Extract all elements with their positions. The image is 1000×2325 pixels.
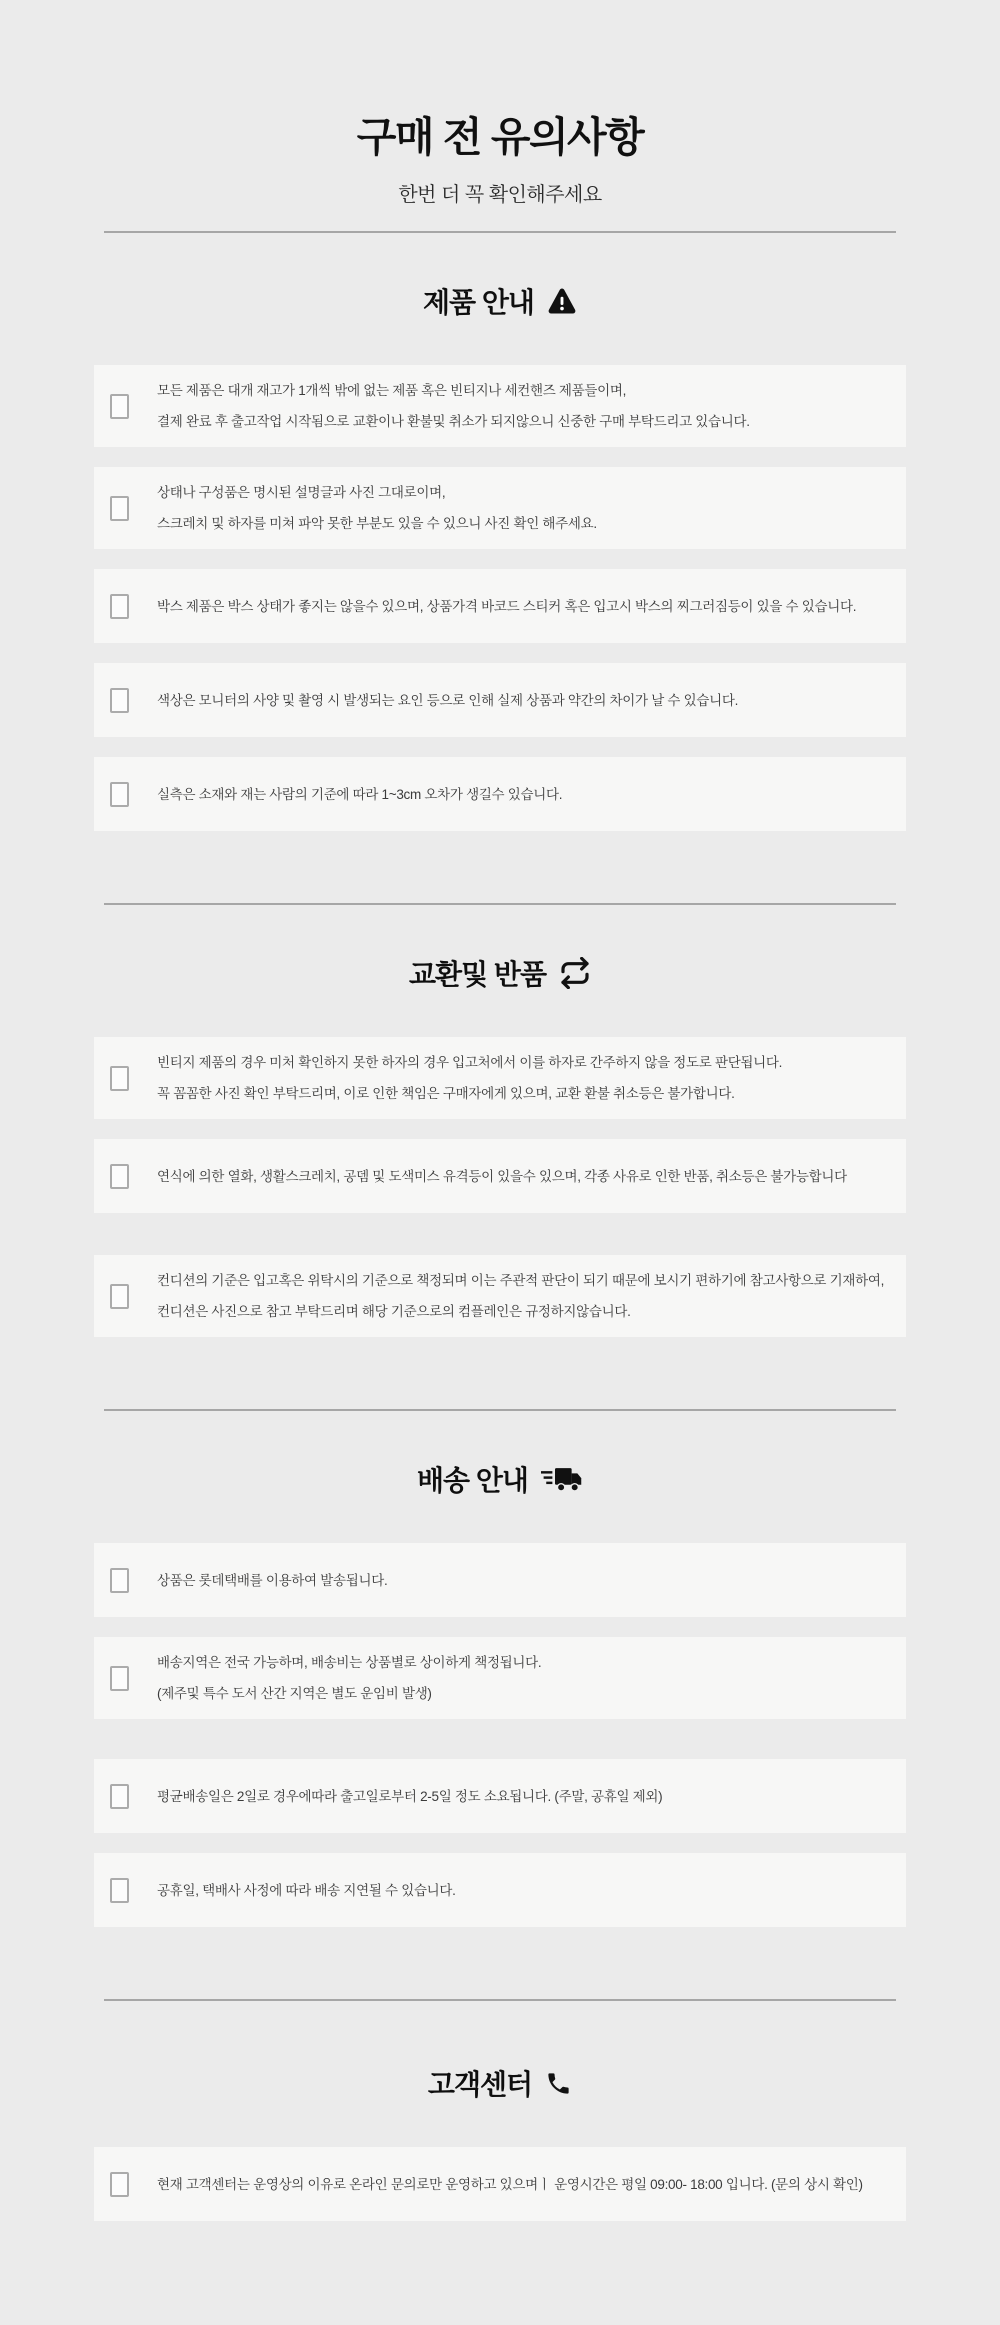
divider xyxy=(104,1999,896,2001)
divider xyxy=(104,231,896,233)
checkbox[interactable] xyxy=(110,496,129,521)
section-title xyxy=(0,953,1000,993)
notice-line: 결제 완료 후 출고작업 시작됨으로 교환이나 환불및 취소가 되지않으니 신중한 구매 부탁드리고 있습니다. xyxy=(157,414,750,429)
notice-list xyxy=(94,365,906,831)
checkbox[interactable] xyxy=(110,1878,129,1903)
notice-line: 공휴일, 택배사 사정에 따라 배송 지연될 수 있습니다. xyxy=(157,1882,456,1898)
notice-card xyxy=(94,1759,906,1833)
notice-card xyxy=(94,2147,906,2221)
divider xyxy=(104,903,896,905)
notice-line: 박스 제품은 박스 상태가 좋지는 않을수 있으며, 상품가격 바코드 스티커 혹은 입고시 박스의 찌그러짐등이 있을 수 있습니다. xyxy=(157,598,857,614)
page-title: 구매 전 유의사항 xyxy=(356,114,644,160)
notice-card xyxy=(94,1853,906,1927)
phone-icon xyxy=(545,2070,572,2097)
section-title-text: 교환및 반품 xyxy=(408,959,547,990)
notice-text xyxy=(157,685,738,716)
notice-card xyxy=(94,1037,906,1119)
truck-icon xyxy=(541,1464,583,1494)
checkbox[interactable] xyxy=(110,2172,129,2197)
warning-icon xyxy=(547,286,577,316)
section-exchange-return xyxy=(0,953,1000,1337)
notice-card xyxy=(94,569,906,643)
notice-line: 빈티지 제품의 경우 미처 확인하지 못한 하자의 경우 입고처에서 이를 하자로 간주하지 않을 정도로 판단됩니다. xyxy=(157,1055,783,1070)
section-title-text: 고객센터 xyxy=(427,2069,533,2100)
checkbox[interactable] xyxy=(110,1568,129,1593)
notice-line: 상품은 롯데택배를 이용하여 발송됩니다. xyxy=(157,1572,388,1588)
notice-line: 실측은 소재와 재는 사람의 기준에 따라 1~3cm 오차가 생길수 있습니다. xyxy=(157,786,563,802)
notice-line: 현재 고객센터는 운영상의 이유로 온라인 문의로만 운영하고 있으며ㅣ 운영시간은 평일 09:00- 18:00 입니다. (문의 상시 확인) xyxy=(157,2176,863,2192)
notice-list xyxy=(94,1037,906,1337)
section-title xyxy=(0,281,1000,321)
divider xyxy=(104,1409,896,1411)
notice-text xyxy=(157,1047,782,1109)
notice-line: 연식에 의한 열화, 생활스크레치, 공뎀 및 도색미스 유격등이 있을수 있으며, 각종 사유로 인한 반품, 취소등은 불가능합니다 xyxy=(157,1168,847,1184)
notice-line: 스크레치 및 하자를 미쳐 파악 못한 부분도 있을 수 있으니 사진 확인 해주세요. xyxy=(157,516,597,531)
checkbox[interactable] xyxy=(110,394,129,419)
notice-text xyxy=(157,1781,662,1812)
notice-text xyxy=(157,2169,863,2200)
notice-list xyxy=(94,2147,906,2221)
notice-line: 모든 제품은 대개 재고가 1개씩 밖에 없는 제품 혹은 빈티지나 세컨핸즈 제품들이며, xyxy=(157,383,627,398)
notice-line: 꼭 꼼꼼한 사진 확인 부탁드리며, 이로 인한 책임은 구매자에게 있으며, 교환 환불 취소등은 불가합니다. xyxy=(157,1086,735,1101)
notice-line: 컨디션은 사진으로 참고 부탁드리며 해당 기준으로의 컴플레인은 규정하지않습니다. xyxy=(157,1304,631,1319)
notice-card xyxy=(94,1637,906,1719)
notice-text xyxy=(157,591,856,622)
notice-text xyxy=(157,1647,541,1709)
notice-line: 컨디션의 기준은 입고혹은 위탁시의 기준으로 책정되며 이는 주관적 판단이 되기 때문에 보시기 편하기에 참고사항으로 기재하여, xyxy=(157,1273,885,1288)
page-header xyxy=(0,0,1000,207)
checkbox[interactable] xyxy=(110,782,129,807)
notice-line: (제주및 특수 도서 산간 지역은 별도 운임비 발생) xyxy=(157,1686,432,1701)
section-product-info xyxy=(0,281,1000,831)
exchange-icon xyxy=(559,957,591,989)
page-subtitle: 한번 더 꼭 확인해주세요 xyxy=(398,184,602,206)
notice-line: 배송지역은 전국 가능하며, 배송비는 상품별로 상이하게 책정됩니다. xyxy=(157,1655,542,1670)
notice-card xyxy=(94,365,906,447)
notice-card xyxy=(94,757,906,831)
notice-card xyxy=(94,663,906,737)
checkbox[interactable] xyxy=(110,1784,129,1809)
notice-text xyxy=(157,1565,387,1596)
checkbox[interactable] xyxy=(110,1666,129,1691)
notice-text xyxy=(157,1875,456,1906)
notice-line: 평균배송일은 2일로 경우에따라 출고일로부터 2-5일 정도 소요됩니다. (주말, 공휴일 제외) xyxy=(157,1788,663,1804)
section-shipping-info xyxy=(0,1459,1000,1927)
section-customer-service xyxy=(0,2063,1000,2221)
notice-card xyxy=(94,1543,906,1617)
notice-card xyxy=(94,467,906,549)
notice-text xyxy=(157,1161,847,1192)
notice-card xyxy=(94,1255,906,1337)
checkbox[interactable] xyxy=(110,1066,129,1091)
checkbox[interactable] xyxy=(110,1164,129,1189)
notice-line: 색상은 모니터의 사양 및 촬영 시 발생되는 요인 등으로 인해 실제 상품과 약간의 차이가 날 수 있습니다. xyxy=(157,692,739,708)
notice-text xyxy=(157,375,750,437)
notice-list xyxy=(94,1543,906,1927)
section-title-text: 배송 안내 xyxy=(417,1465,528,1496)
checkbox[interactable] xyxy=(110,1284,129,1309)
section-title xyxy=(0,1459,1000,1499)
notice-text xyxy=(157,1265,884,1327)
notice-line: 상태나 구성품은 명시된 설명글과 사진 그대로이며, xyxy=(157,485,446,500)
notice-text xyxy=(157,477,597,539)
notice-text xyxy=(157,779,562,810)
checkbox[interactable] xyxy=(110,688,129,713)
checkbox[interactable] xyxy=(110,594,129,619)
section-title xyxy=(0,2063,1000,2103)
section-title-text: 제품 안내 xyxy=(423,287,534,318)
notice-card xyxy=(94,1139,906,1213)
